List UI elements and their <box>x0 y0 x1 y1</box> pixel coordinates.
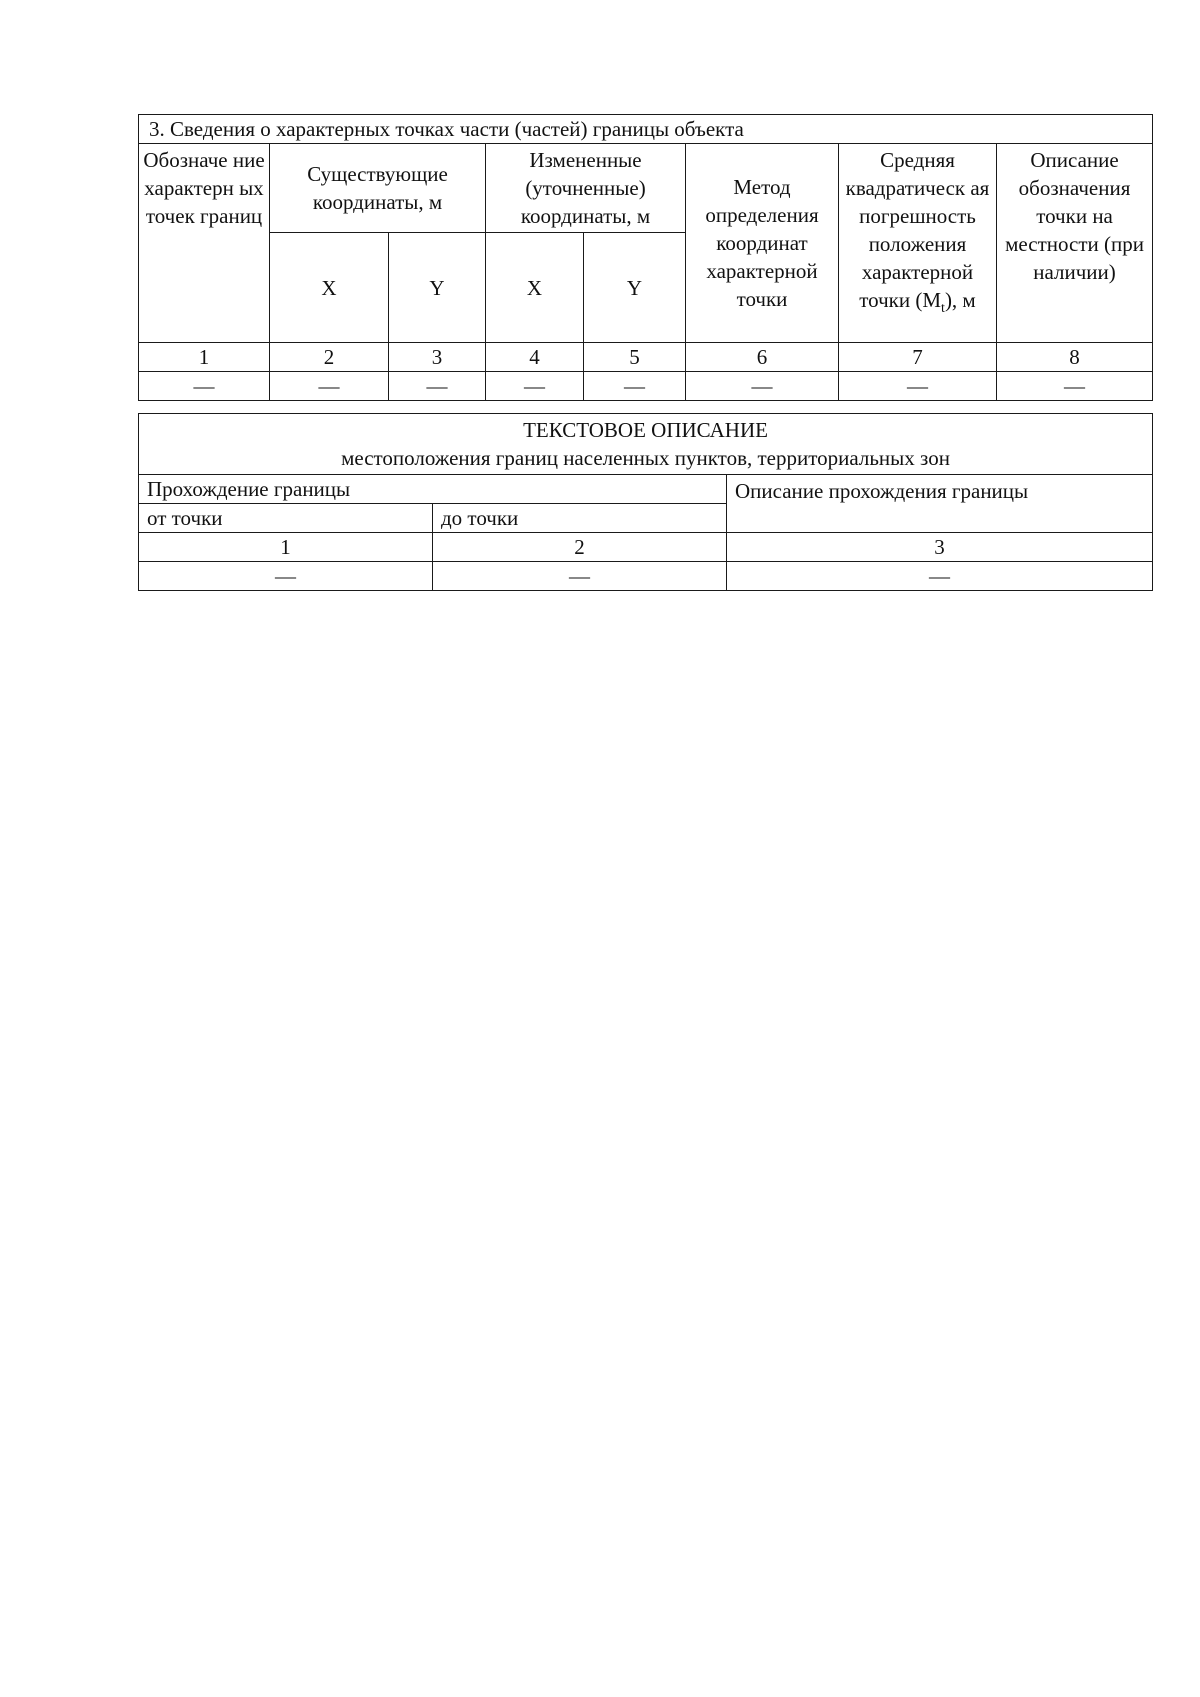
header-mean-square-error: Средняя квадратическ ая погрешность положения характерной точки $(M_t)$, м <box>839 144 997 343</box>
table-cell: — <box>839 372 997 401</box>
header-existing-x: X <box>270 233 389 343</box>
table-cell: — <box>433 562 727 591</box>
column-number: 1 <box>139 533 433 562</box>
column-number: 8 <box>997 343 1153 372</box>
column-number: 7 <box>839 343 997 372</box>
header-method: Метод определения координат характерной точки <box>686 144 839 343</box>
table-cell: — <box>270 372 389 401</box>
text-description-title <box>139 414 1153 475</box>
header-changed-x: X <box>486 233 584 343</box>
header-point-description: Описание обозначения точки на местности (при наличии) <box>997 144 1153 343</box>
boundary-description-header: Описание прохождения границы <box>727 475 1153 533</box>
table-row <box>139 562 1153 591</box>
column-number: 3 <box>389 343 486 372</box>
table-cell: — <box>389 372 486 401</box>
boundary-passage-header: Прохождение границы <box>139 475 727 504</box>
column-numbers-row <box>139 343 1153 372</box>
column-number: 4 <box>486 343 584 372</box>
header-existing-y: Y <box>389 233 486 343</box>
column-number: 6 <box>686 343 839 372</box>
to-point-header: до точки <box>433 504 727 533</box>
table-row <box>139 372 1153 401</box>
table-cell: — <box>727 562 1153 591</box>
characteristic-points-table <box>138 114 1153 401</box>
table-cell: — <box>997 372 1153 401</box>
column-number: 2 <box>433 533 727 562</box>
table-cell: — <box>584 372 686 401</box>
from-point-header: от точки <box>139 504 433 533</box>
header-existing-coordinates: Существующие координаты, м <box>270 144 486 233</box>
text-description-title-line2: местоположения границ населенных пунктов, территориальных зон <box>341 446 950 470</box>
column-number: 2 <box>270 343 389 372</box>
table-cell: — <box>139 372 270 401</box>
text-description-title-line1: ТЕКСТОВОЕ ОПИСАНИЕ <box>523 418 768 442</box>
column-numbers-row <box>139 533 1153 562</box>
text-description-table <box>138 413 1153 591</box>
header-point-designation: Обозначе ние характерн ых точек границ <box>139 144 270 343</box>
section-title: 3. Сведения о характерных точках части (частей) границы объекта <box>139 115 1153 144</box>
table-cell: — <box>686 372 839 401</box>
column-number: 1 <box>139 343 270 372</box>
header-changed-y: Y <box>584 233 686 343</box>
table-cell: — <box>139 562 433 591</box>
column-number: 3 <box>727 533 1153 562</box>
column-number: 5 <box>584 343 686 372</box>
table-cell: — <box>486 372 584 401</box>
header-changed-coordinates: Измененные (уточненные) координаты, м <box>486 144 686 233</box>
